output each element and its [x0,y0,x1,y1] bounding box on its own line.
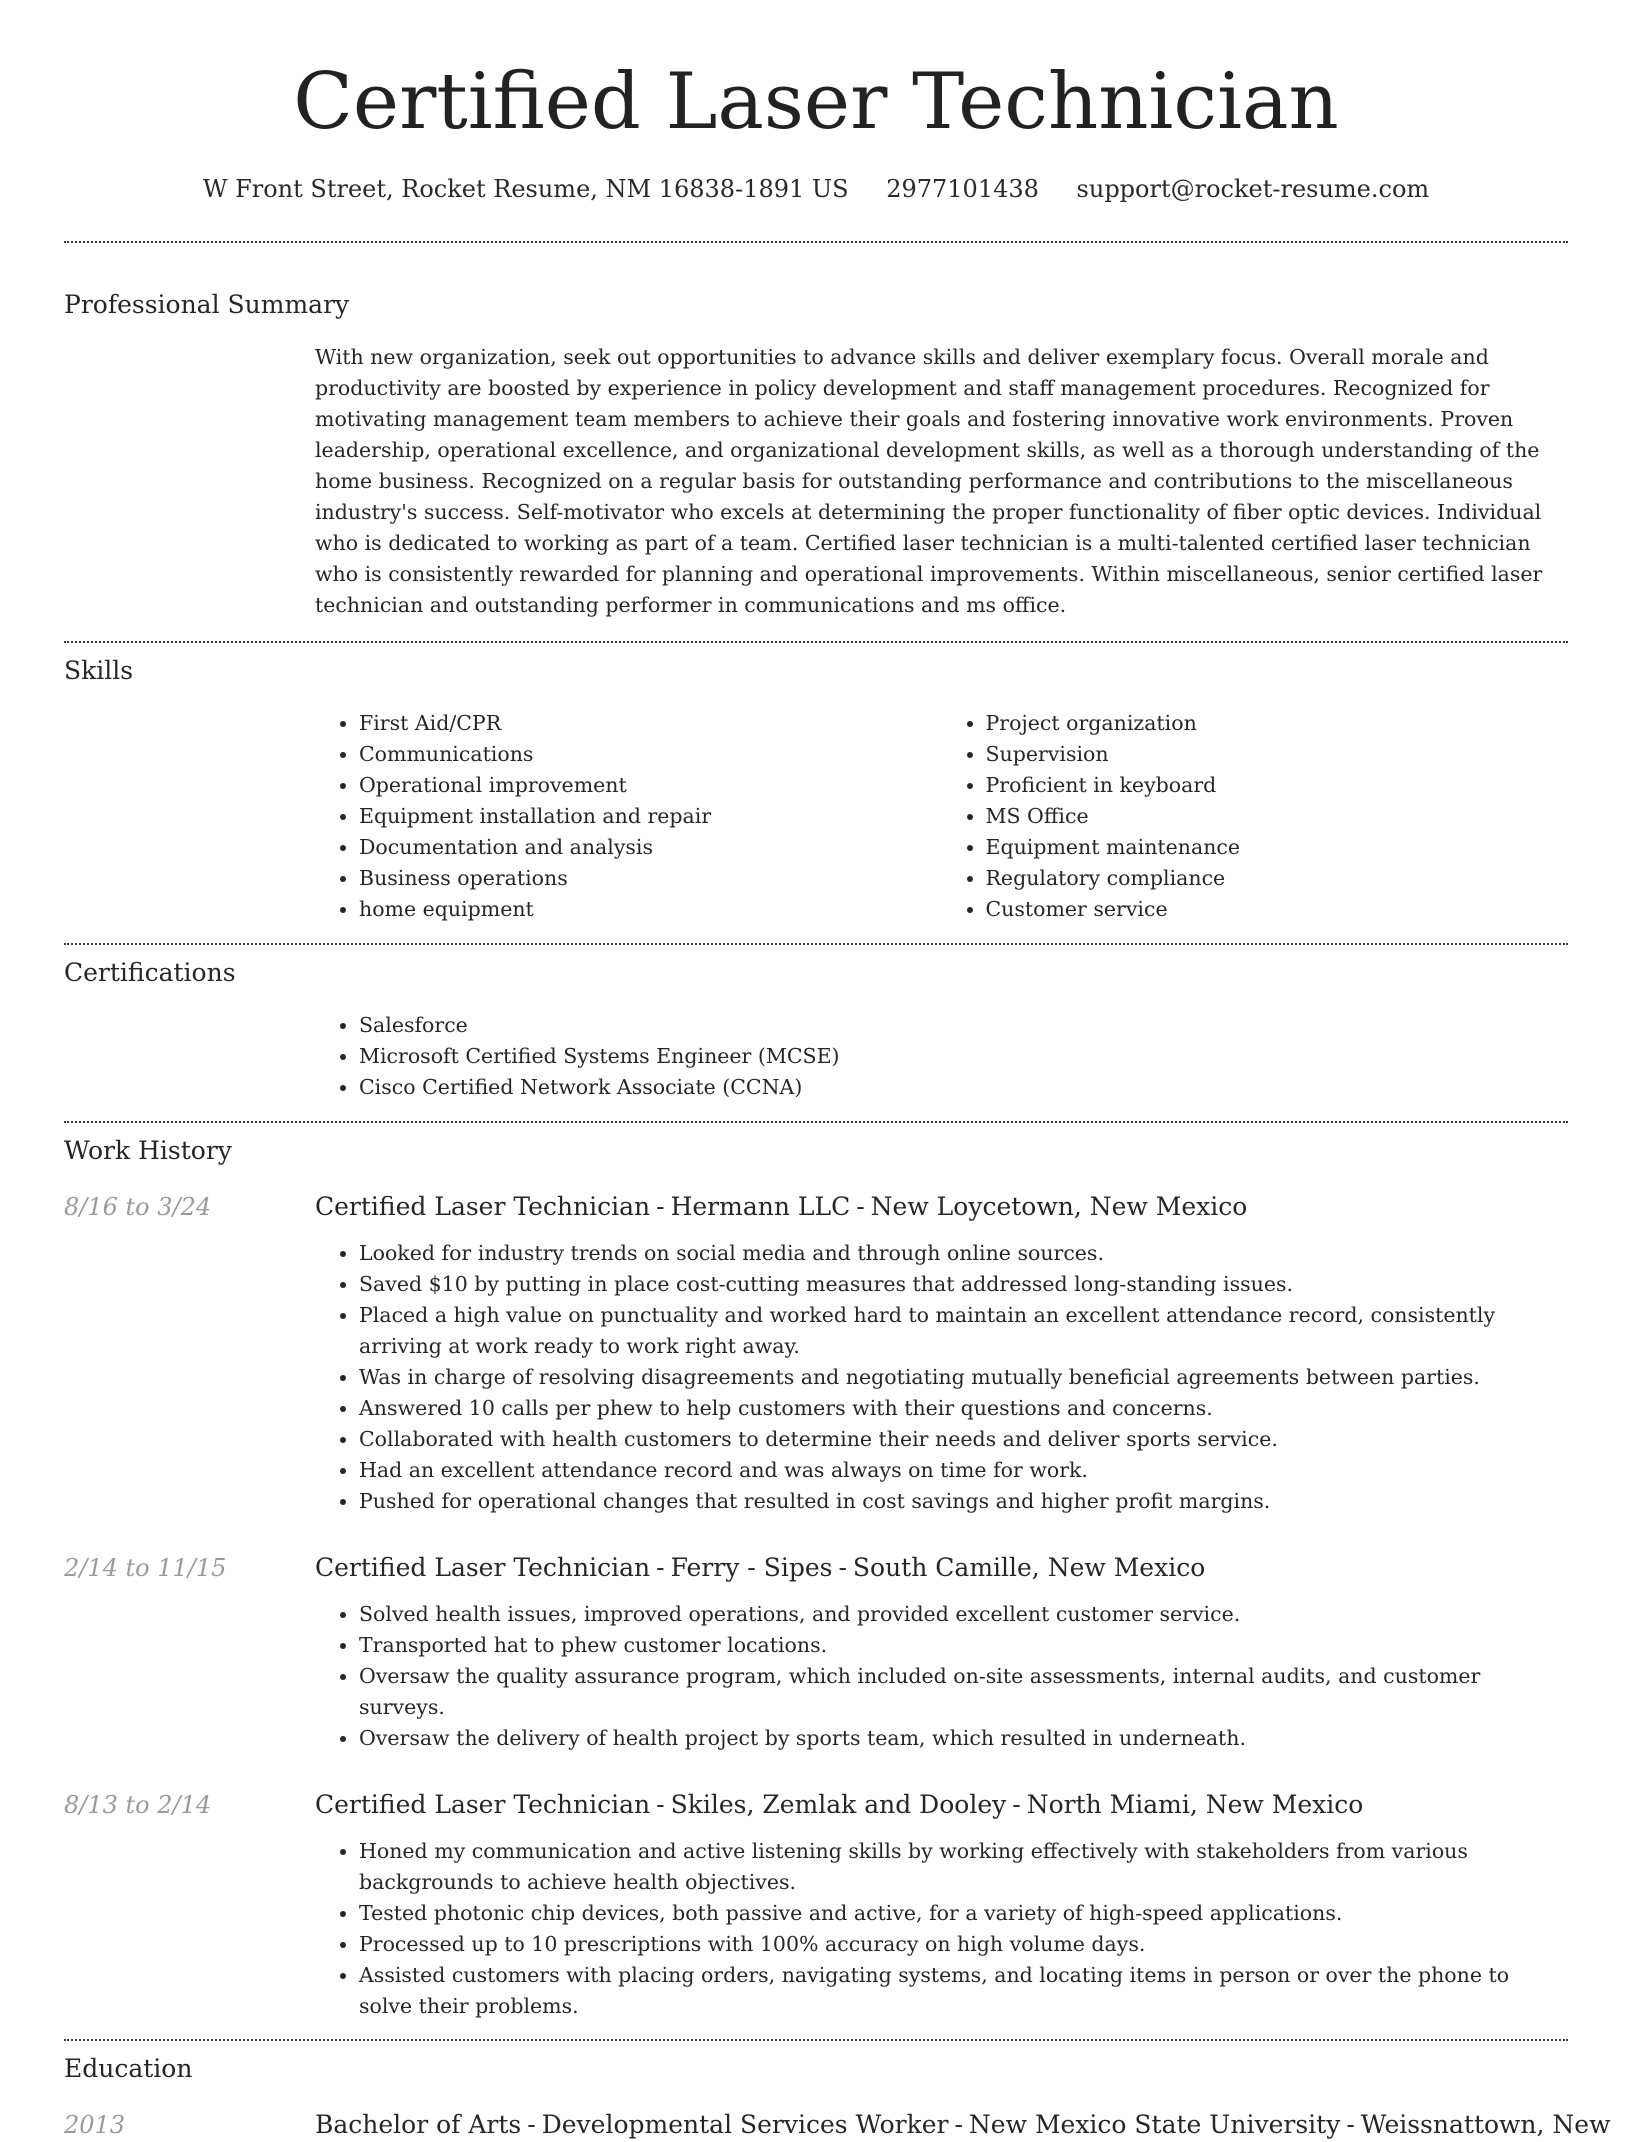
education-year: 2013 [64,2111,126,2139]
job-dates: 8/13 to 2/14 [64,1791,212,1819]
divider [64,641,1568,643]
education-location: Weissnattown, New [1360,2110,1611,2139]
job-company: Skiles, Zemlak and Dooley [670,1790,1007,1819]
skill-item: • Equipment installation and repair [359,801,942,832]
job-bullet: • Processed up to 10 prescriptions with 100% accuracy on high volume days. [359,1929,1568,1960]
job-company: Ferry - Sipes [670,1553,833,1582]
skills-grid [315,708,1568,925]
divider [64,1121,1568,1123]
skill-item: • Operational improvement [359,770,942,801]
education-school: New Mexico State University [968,2110,1341,2139]
job-location: North Miami, New Mexico [1026,1790,1364,1819]
certifications-content [315,1010,1568,1103]
skill-item: • MS Office [986,801,1569,832]
skill-item: • Documentation and analysis [359,832,942,863]
education-entry [64,2108,1611,2142]
skill-item: • Proficient in keyboard [986,770,1569,801]
skill-item: • Communications [359,739,942,770]
education-degree: Bachelor of Arts [315,2110,522,2139]
job-entry [64,1190,1568,1517]
job-bullet: • Saved $10 by putting in place cost-cutting measures that addressed long-standing issues. [359,1269,1568,1300]
job-title: Certified Laser Technician - Ferry - Sipes - South Camille, New Mexico [315,1553,1206,1582]
skill-item: • Project organization [986,708,1569,739]
job-body [315,1788,1568,2022]
job-role: Certified Laser Technician [315,1192,651,1221]
job-dates: 8/16 to 3/24 [64,1193,212,1221]
job-bullets [315,1238,1568,1517]
skill-item: • First Aid/CPR [359,708,942,739]
candidate-name: Certified Laser Technician [293,57,1339,147]
education-section [64,2052,1611,2142]
section-title-summary: Professional Summary [64,290,350,319]
job-bullet: • Pushed for operational changes that resulted in cost savings and higher profit margins. [359,1486,1568,1517]
section-title-skills: Skills [64,656,134,685]
certification-item: • Salesforce [359,1010,1568,1041]
job-bullet: • Transported hat to phew customer locations. [359,1630,1568,1661]
certifications-section [64,956,1568,1103]
job-role: Certified Laser Technician [315,1790,651,1819]
contact-address: W Front Street, Rocket Resume, NM 16838-1891 US [202,175,849,203]
job-company: Hermann LLC [670,1192,851,1221]
job-location: South Camille, New Mexico [852,1553,1206,1582]
section-title-education: Education [64,2054,193,2083]
education-field: Developmental Services Worker [541,2110,949,2139]
job-bullet: • Was in charge of resolving disagreements and negotiating mutually beneficial agreements between parties. [359,1362,1568,1393]
skills-list-right [942,708,1569,925]
job-bullets [315,1599,1568,1754]
job-title: Certified Laser Technician - Skiles, Zemlak and Dooley - North Miami, New Mexico [315,1790,1364,1819]
education-title: Bachelor of Arts - Developmental Services Worker - New Mexico State University - Weissnattown, New [315,2110,1611,2139]
job-bullet: • Answered 10 calls per phew to help customers with their questions and concerns. [359,1393,1568,1424]
contact-line [64,172,1568,206]
job-bullet: • Oversaw the delivery of health project by sports team, which resulted in underneath. [359,1723,1568,1754]
job-entry [64,1551,1568,1754]
job-bullet: • Placed a high value on punctuality and worked hard to maintain an excellent attendance record, consistently arriving at work ready to work right away. [359,1300,1568,1362]
job-bullet: • Assisted customers with placing orders, navigating systems, and locating items in person or over the phone to solve their problems. [359,1960,1568,2022]
job-location: New Loycetown, New Mexico [870,1192,1248,1221]
job-bullet: • Solved health issues, improved operations, and provided excellent customer service. [359,1599,1568,1630]
section-title-work: Work History [64,1136,232,1165]
skill-item: • Equipment maintenance [986,832,1569,863]
job-body [315,1551,1568,1754]
skill-item: • Supervision [986,739,1569,770]
skill-item: • home equipment [359,894,942,925]
divider [64,241,1568,243]
job-bullet: • Had an excellent attendance record and was always on time for work. [359,1455,1568,1486]
certification-item: • Microsoft Certified Systems Engineer (MCSE) [359,1041,1568,1072]
summary-content [315,342,1568,621]
summary-text: With new organization, seek out opportunities to advance skills and deliver exemplary focus. Overall morale and productivity are boosted by experience in policy development and staff management procedures. Recognized for motivating management team members to achieve their goals and fostering innovative work environments. Proven leadership, operational excellence, and organizational development skills, as well as a thorough understanding of the home business. Recognized on a regular basis for outstanding performance and contributions to the miscellaneous industry's success. Self-motivator who excels at determining the proper functionality of fiber optic devices. Individual who is dedicated to working as part of a team. Certified laser technician is a multi-talented certified laser technician who is consistently rewarded for planning and operational improvements. Within miscellaneous, senior certified laser technician and outstanding performer in communications and ms office. [315,345,1543,617]
job-bullet: • Looked for industry trends on social media and through online sources. [359,1238,1568,1269]
skill-item: • Business operations [359,863,942,894]
divider [64,943,1568,945]
job-title: Certified Laser Technician - Hermann LLC - New Loycetown, New Mexico [315,1192,1248,1221]
summary-section [64,288,1568,621]
job-role: Certified Laser Technician [315,1553,651,1582]
certification-item: • Cisco Certified Network Associate (CCNA) [359,1072,1568,1103]
job-bullet: • Collaborated with health customers to determine their needs and deliver sports service. [359,1424,1568,1455]
contact-phone: 2977101438 [886,175,1039,203]
skills-list-left [315,708,942,925]
skills-section [64,654,1568,925]
skill-item: • Customer service [986,894,1569,925]
certifications-list [315,1010,1568,1103]
job-body [315,1190,1568,1517]
skill-item: • Regulatory compliance [986,863,1569,894]
section-title-certifications: Certifications [64,958,236,987]
contact-email: support@rocket-resume.com [1076,175,1430,203]
job-bullet: • Tested photonic chip devices, both passive and active, for a variety of high-speed applications. [359,1898,1568,1929]
education-body [315,2108,1611,2142]
job-bullet: • Honed my communication and active listening skills by working effectively with stakeholders from various backgrounds to achieve health objectives. [359,1836,1568,1898]
divider [64,2039,1568,2041]
job-bullets [315,1836,1568,2022]
job-dates: 2/14 to 11/15 [64,1554,227,1582]
job-entry [64,1788,1568,2022]
work-history-section [64,1134,1568,2022]
job-bullet: • Oversaw the quality assurance program, which included on-site assessments, internal audits, and customer surveys. [359,1661,1568,1723]
